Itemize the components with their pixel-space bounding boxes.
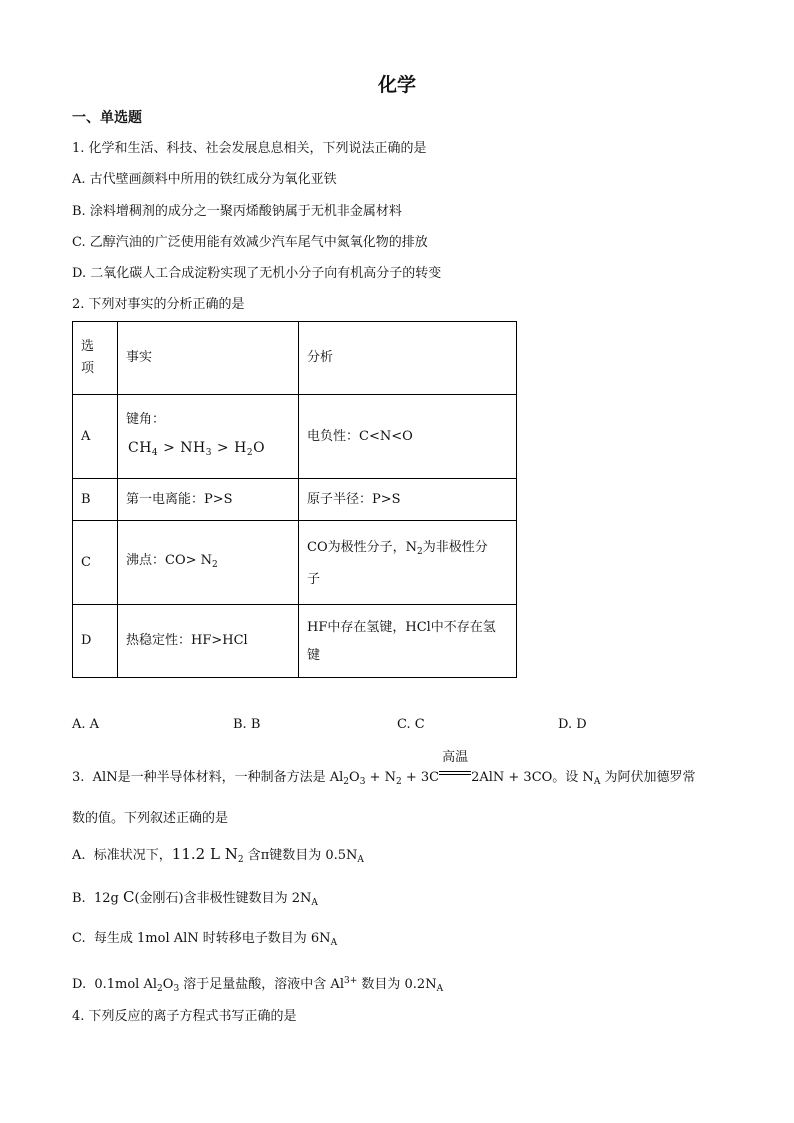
q2-choice-d: D. D xyxy=(558,717,587,732)
q3-option-b: B. 12g C(金刚石)含非极性键数目为 $2N_A$ xyxy=(72,888,318,908)
row-option: A xyxy=(73,395,118,479)
reaction-condition: 高温 xyxy=(439,763,471,781)
q3-option-d: D. 0.1mol $Al_2O_3$ 溶于足量盐酸，溶液中含 $Al^{3+}$ 数目为 $0.2N_A$ xyxy=(72,976,444,994)
page-title: 化学 xyxy=(377,74,416,96)
q2-table xyxy=(72,321,517,678)
q1-option-b: B. 涂料增稠剂的成分之一聚丙烯酸钠属于无机非金属材料 xyxy=(72,204,402,219)
row-option: C xyxy=(73,521,118,605)
row-fact: 第一电离能：P>S xyxy=(118,479,299,521)
q1-option-d: D. 二氧化碳人工合成淀粉实现了无机小分子向有机高分子的转变 xyxy=(72,266,442,281)
table-row xyxy=(73,605,517,678)
header-analysis: 分析 xyxy=(299,322,517,395)
q2-choice-a: A. A xyxy=(72,717,100,732)
row-fact xyxy=(118,395,299,479)
q3-option-c: C. 每生成 1mol AlN 时转移电子数目为 $6N_A$ xyxy=(72,931,338,948)
q3-stem-line1: 3. AlN是一种半导体材料，一种制备方法是 $Al_2O_3 + N_2 + 3C$ 高温 2AlN + 3CO。设 $N_A$ 为阿伏加德罗常 xyxy=(72,750,696,787)
row-fact: 沸点：$CO> N_2$ xyxy=(118,521,299,605)
row-analysis: CO为极性分子，$N_2$为非极性分 子 xyxy=(299,521,517,605)
row-analysis: HF中存在氢键，HCl中不存在氢 键 xyxy=(299,605,517,678)
q1-stem: 1. 化学和生活、科技、社会发展息息相关，下列说法正确的是 xyxy=(72,141,427,156)
q2-choice-b: B. B xyxy=(233,717,261,732)
q2-choice-c: C. C xyxy=(397,717,425,732)
header-fact: 事实 xyxy=(118,322,299,395)
table-row xyxy=(73,521,517,605)
q3-stem-line2: 数的值。下列叙述正确的是 xyxy=(72,811,229,826)
q4-stem: 4. 下列反应的离子方程式书写正确的是 xyxy=(72,1009,297,1024)
row-fact: 热稳定性：HF>HCl xyxy=(118,605,299,678)
section-heading: 一、单选题 xyxy=(72,110,142,126)
table-header-row xyxy=(73,322,517,395)
table-row xyxy=(73,395,517,479)
fact-formula: $CH_4 > NH_3 > H_2O$ xyxy=(128,440,266,458)
q1-option-a: A. 古代壁画颜料中所用的铁红成分为氧化亚铁 xyxy=(72,172,337,187)
row-option: D xyxy=(73,605,118,678)
q1-option-c: C. 乙醇汽油的广泛使用能有效减少汽车尾气中氮氧化物的排放 xyxy=(72,235,428,250)
q3-option-a: A. 标准状况下，11.2 L $N_2$ 含π键数目为 $0.5N_A$ xyxy=(72,845,364,865)
table-row xyxy=(73,479,517,521)
row-option: B xyxy=(73,479,118,521)
row-analysis: 原子半径：P>S xyxy=(299,479,517,521)
fact-label: 键角： xyxy=(126,412,166,427)
header-option: 选项 xyxy=(73,322,118,395)
row-analysis: 电负性：C<N<O xyxy=(299,395,517,479)
q2-stem: 2. 下列对事实的分析正确的是 xyxy=(72,297,245,312)
